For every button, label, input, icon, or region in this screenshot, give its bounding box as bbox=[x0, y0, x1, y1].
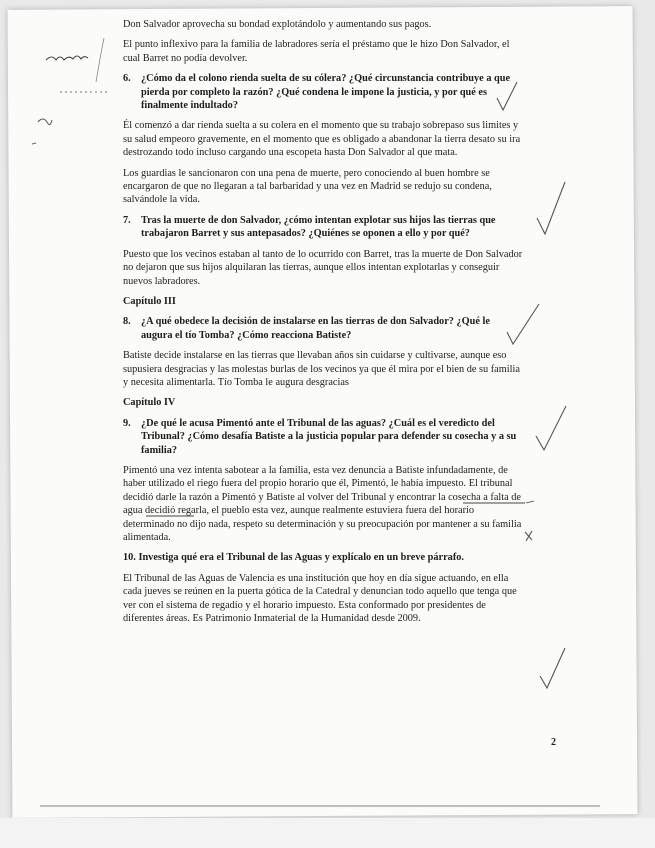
paragraph: Él comenzó a dar rienda suelta a su colera en el momento que su trabajo sobrepaso sus limites y su salud empeoro gravemente, en el momento que es obligado a abandonar la tierra desato su ira destrozando todo incluso cargando una escopeta hasta Don Salvador al que mata. bbox=[123, 120, 521, 159]
question-text: Tras la muerte de don Salvador, ¿cómo intentan explotar sus hijos las tierras que trabajaron Barret y sus antepasados? ¿Quiénes se oponen a ello y por qué? bbox=[141, 214, 496, 240]
question-text: ¿De qué le acusa Pimentó ante el Tribunal de las aguas? ¿Cuál es el veredicto del Tribunal? ¿Cómo desafía Batiste a la justicia popular para defender su cosecha y a su familia? bbox=[141, 417, 517, 456]
question-7 bbox=[123, 214, 523, 241]
underline-tail bbox=[526, 501, 534, 503]
question-number: 8. bbox=[123, 316, 131, 328]
question-9 bbox=[123, 417, 523, 457]
chapter-heading: Capítulo IV bbox=[123, 397, 176, 409]
check-mark-5 bbox=[540, 648, 565, 688]
paragraph: Puesto que los vecinos estaban al tanto de lo ocurrido con Barret, tras la muerte de Don Salvador no dejaron que sus hijos alquilaran las tierras, aunque ellos intentan explotarlas y conseguir nuevos labradores. bbox=[123, 248, 523, 287]
question-number: 10. bbox=[123, 552, 136, 564]
paragraph: El Tribunal de las Aguas de Valencia es una institución que hoy en día sigue actuando, en ella cada jueves se reúnen en la puerta gótica de la Catedral y denuncian todo aquello que tenga que ver con el sistema de regadío y el horario impuesto. Esta conformado por presidentes de diferentes áreas. Es Patrimonio Inmaterial de la Humanidad desde 2009. bbox=[123, 572, 517, 625]
check-mark-2 bbox=[537, 182, 565, 234]
paragraph: Batiste decide instalarse en las tierras que llevaban años sin cuidarse y cultivarse, aunque eso supusiera desgracias y las molestas burlas de los vecinos ya que él mira por el bien de su familia y necesita alimentarla. Tío Tomba le augura desgracias bbox=[123, 350, 520, 388]
question-number: 7. bbox=[123, 214, 131, 226]
question-6 bbox=[123, 72, 523, 112]
question-8 bbox=[123, 315, 523, 342]
paragraph: El punto inflexivo para la familia de labradores sería el préstamo que le hizo Don Salvador, el cual Barret no podía devolver. bbox=[123, 39, 510, 64]
question-number: 6. bbox=[123, 73, 131, 85]
paragraph: Pimentó una vez intenta sabotear a la familia, esta vez denuncia a Batiste infundadamente, de haber utilizado el riego fuera del propio horario que él, Pimentó, le había impuesto. El tribunal decidió darle la razón a Pimentó y Batiste al volver del Tribunal y encontrar la cosecha a falta de agua decidió regarla, el pueblo esta vez, aunque realmente estuviera fuera del horario determinado no dijo nada, respeto su determinación y su preocupación por mantener a su familia alimentada. bbox=[123, 464, 522, 543]
margin-scribble-mid bbox=[38, 119, 52, 125]
margin-dash bbox=[32, 143, 36, 144]
question-text: ¿A qué obedece la decisión de instalarse en las tierras de don Salvador? ¿Qué le augura el tío Tomba? ¿Cómo reacciona Batiste? bbox=[141, 316, 490, 341]
chapter-heading: Capítulo III bbox=[123, 295, 176, 307]
paragraph: Don Salvador aprovecha su bondad explotándolo y aumentando sus pagos. bbox=[123, 19, 432, 30]
question-number: 9. bbox=[123, 417, 131, 429]
margin-tick-top bbox=[96, 38, 104, 82]
question-text: ¿Cómo da el colono rienda suelta de su cólera? ¿Qué circunstancia contribuye a que pierda por completo la razón? ¿Qué condena le impone la justicia, y por qué es finalmente indultado? bbox=[141, 73, 511, 112]
viewer-bottom-band bbox=[0, 818, 655, 848]
paragraph: Los guardias le sancionaron con una pena de muerte, pero conociendo al buen hombre se encargaron de que no llegaran a tal barbaridad y una vez en Madrid se redujo su condena, salvándole la vida. bbox=[123, 167, 492, 206]
check-mark-4 bbox=[536, 406, 566, 450]
question-10 bbox=[123, 551, 523, 564]
question-text: Investiga qué era el Tribunal de las Aguas y explícalo en un breve párrafo. bbox=[138, 552, 464, 564]
margin-scribble-top bbox=[46, 56, 88, 60]
document-body bbox=[123, 18, 523, 632]
cross-mark bbox=[525, 531, 532, 541]
page-number: 2 bbox=[551, 737, 556, 748]
